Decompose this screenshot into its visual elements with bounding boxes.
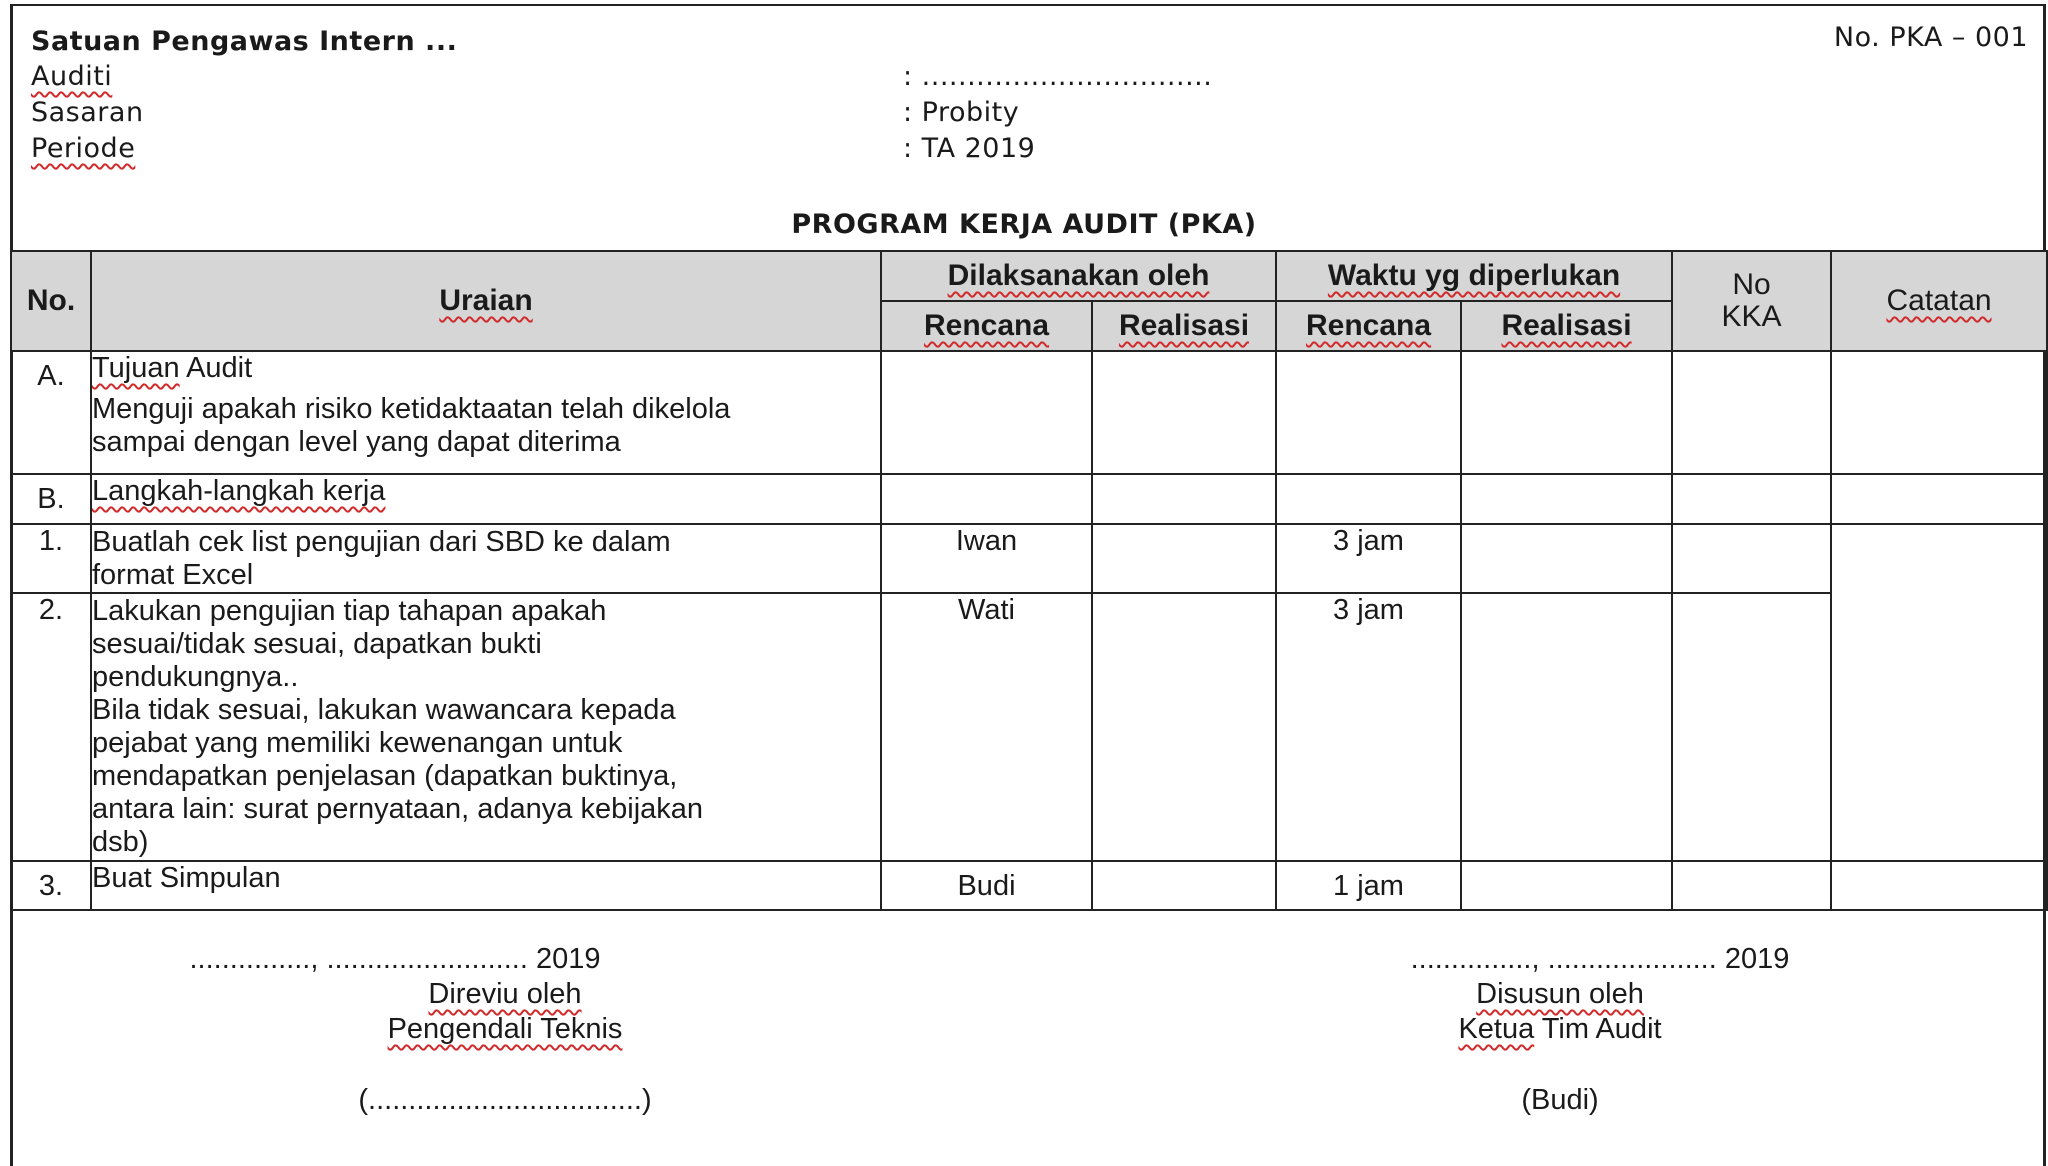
cell-empty xyxy=(1092,351,1276,474)
header-waktu-text: Waktu yg diperlukan xyxy=(1327,259,1621,292)
table-row-step-1 xyxy=(11,524,2047,593)
signature-right-date: ..............., ..................... 2019 xyxy=(1410,943,1790,975)
header-catatan-text: Catatan xyxy=(1886,284,1992,317)
table-row-step-2 xyxy=(11,593,2047,861)
cell-waktu-realisasi xyxy=(1461,524,1672,593)
step-line: pendukungnya.. xyxy=(92,661,299,693)
cell-empty xyxy=(1831,351,2047,474)
cell-waktu-rencana: 3 jam xyxy=(1276,593,1461,861)
section-desc-line: Menguji apakah risiko ketidaktaatan telah dikelola xyxy=(92,393,731,425)
signature-right-role2-ketua: Ketua xyxy=(1458,1013,1535,1045)
header-uraian-text: Uraian xyxy=(439,284,533,317)
cell-no-kka xyxy=(1672,524,1831,593)
signature-right-role2: Ketua Tim Audit xyxy=(1458,1013,1662,1045)
row-no: 1. xyxy=(11,524,91,593)
header-rencana-text: Rencana xyxy=(1305,309,1432,342)
signature-left-date: ..............., ......................... 2019 xyxy=(189,943,601,975)
cell-pelaksana-rencana: Budi xyxy=(881,861,1092,910)
section-title xyxy=(92,352,880,385)
field-label-sasaran: Sasaran xyxy=(31,97,144,128)
header-waktu xyxy=(1276,251,1672,301)
document-number: No. PKA – 001 xyxy=(1833,22,2028,53)
step-line: Lakukan pengujian tiap tahapan apakah xyxy=(92,595,607,627)
cell-empty xyxy=(1092,474,1276,524)
field-label-periode: Periode xyxy=(31,133,136,164)
cell-empty xyxy=(1672,474,1831,524)
field-label-auditi: Auditi xyxy=(31,61,113,92)
cell-pelaksana-realisasi xyxy=(1092,861,1276,910)
cell-empty xyxy=(881,351,1092,474)
table-row-section-b xyxy=(11,474,2047,524)
header-rencana-text: Rencana xyxy=(923,309,1050,342)
step-line: format Excel xyxy=(92,559,254,591)
header-no-kka-line1: No xyxy=(1732,268,1771,301)
cell-empty xyxy=(1461,474,1672,524)
header-no-kka xyxy=(1672,251,1831,351)
cell-waktu-realisasi xyxy=(1461,861,1672,910)
cell-pelaksana-rencana: Wati xyxy=(881,593,1092,861)
section-title-tujuan: Tujuan xyxy=(92,352,180,384)
document-title: PROGRAM KERJA AUDIT (PKA) xyxy=(791,209,1257,240)
row-no: 2. xyxy=(11,593,91,861)
cell-empty xyxy=(1276,351,1461,474)
step-line: Buatlah cek list pengujian dari SBD ke dalam xyxy=(92,526,671,558)
table-row-section-a xyxy=(11,351,2047,474)
row-no: A. xyxy=(11,351,91,474)
org-name: Satuan Pengawas Intern ... xyxy=(31,26,458,57)
header-realisasi-text: Realisasi xyxy=(1501,309,1632,342)
table-header-row xyxy=(11,251,2047,301)
section-desc xyxy=(92,393,880,459)
signature-left xyxy=(100,943,910,1117)
step-line: mendapatkan penjelasan (dapatkan buktinya, xyxy=(92,760,678,792)
cell-empty xyxy=(1461,351,1672,474)
cell-empty xyxy=(1831,474,2047,524)
table-row-step-3 xyxy=(11,861,2047,910)
row-no: 3. xyxy=(11,861,91,910)
step-line: pejabat yang memiliki kewenangan untuk xyxy=(92,727,623,759)
signature-left-role2: Pengendali Teknis xyxy=(387,1013,623,1045)
cell-waktu-rencana: 3 jam xyxy=(1276,524,1461,593)
row-uraian xyxy=(91,524,881,593)
step-line: sesuai/tidak sesuai, dapatkan bukti xyxy=(92,628,542,660)
cell-catatan-merged xyxy=(1831,524,2047,861)
cell-pelaksana-rencana: Iwan xyxy=(881,524,1092,593)
header-no-kka-line2: KKA xyxy=(1721,300,1782,333)
cell-empty xyxy=(881,474,1092,524)
field-value-auditi: : ................................ xyxy=(903,61,1213,92)
cell-waktu-realisasi xyxy=(1461,593,1672,861)
section-title: Langkah-langkah kerja xyxy=(92,475,386,507)
step-line: Buat Simpulan xyxy=(92,862,281,894)
signature-left-name: (..................................) xyxy=(358,1084,652,1116)
cell-no-kka xyxy=(1672,861,1831,910)
header-no: No. xyxy=(11,251,91,351)
row-uraian xyxy=(91,474,881,524)
cell-empty xyxy=(1672,351,1831,474)
header-waktu-rencana xyxy=(1276,301,1461,351)
field-value-sasaran: : Probity xyxy=(903,97,1020,128)
row-uraian xyxy=(91,861,881,910)
cell-empty xyxy=(1276,474,1461,524)
header-dilaksanakan-text: Dilaksanakan oleh xyxy=(947,259,1210,292)
signature-left-role1: Direviu oleh xyxy=(428,978,582,1010)
field-value-periode: : TA 2019 xyxy=(903,133,1036,164)
cell-catatan xyxy=(1831,861,2047,910)
section-desc-line: sampai dengan level yang dapat diterima xyxy=(92,426,621,458)
cell-waktu-rencana: 1 jam xyxy=(1276,861,1461,910)
header-dilaksanakan xyxy=(881,251,1276,301)
row-uraian xyxy=(91,593,881,861)
header-realisasi-text: Realisasi xyxy=(1118,309,1250,342)
header-uraian xyxy=(91,251,881,351)
step-line: dsb) xyxy=(92,826,149,858)
row-no: B. xyxy=(11,474,91,524)
header-dilaksanakan-realisasi xyxy=(1092,301,1276,351)
signature-right xyxy=(1310,943,1810,1117)
row-uraian xyxy=(91,351,881,474)
header-waktu-realisasi xyxy=(1461,301,1672,351)
audit-program-table xyxy=(10,250,2048,911)
cell-pelaksana-realisasi xyxy=(1092,593,1276,861)
cell-no-kka xyxy=(1672,593,1831,861)
signature-right-name: (Budi) xyxy=(1521,1084,1599,1116)
step-line: antara lain: surat pernyataan, adanya kebijakan xyxy=(92,793,704,825)
step-line: Bila tidak sesuai, lakukan wawancara kepada xyxy=(92,694,676,726)
header-catatan xyxy=(1831,251,2047,351)
section-title-rest: Audit xyxy=(186,352,253,384)
header-dilaksanakan-rencana xyxy=(881,301,1092,351)
signature-right-role1: Disusun oleh xyxy=(1476,978,1644,1010)
cell-pelaksana-realisasi xyxy=(1092,524,1276,593)
